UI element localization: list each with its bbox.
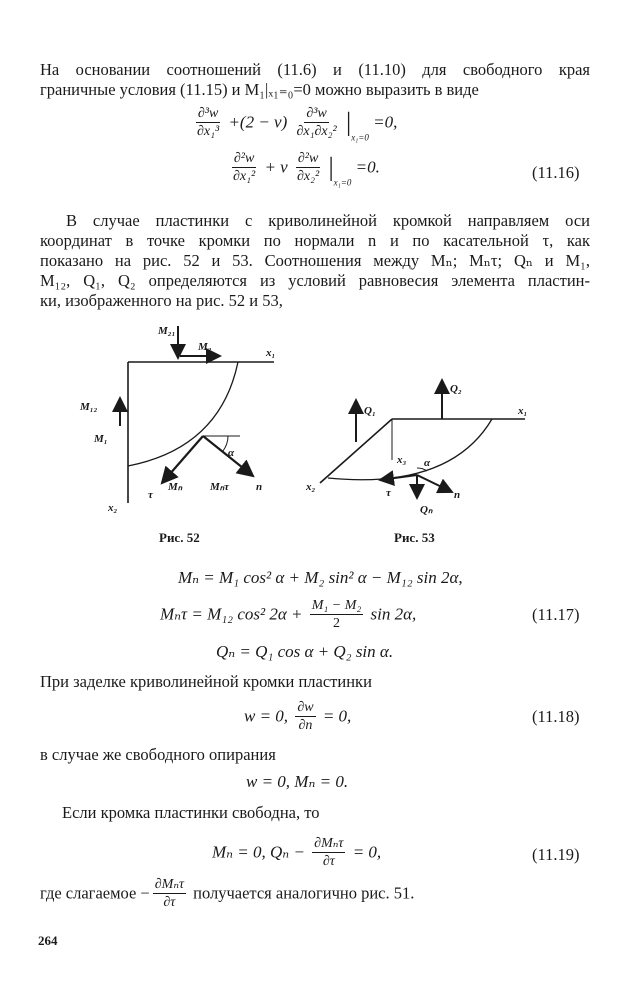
fig53-n-arrow (417, 475, 452, 492)
fig52-label-tau: τ (148, 489, 153, 501)
para1-line2: граничные условия (11.15) и M₁|ₓ₁₌₀=0 можно выразить в виде (40, 80, 479, 99)
equation-11-19: Mₙ = 0, Qₙ − $\frac{\text{∂Mₙτ}}{\partial\tau}$ = 0, (212, 836, 382, 869)
equation-number-11-18: (11.18) (532, 707, 580, 726)
text-clamped-edge: При заделке криволинейной кромки пластинки (40, 672, 372, 691)
fig53-label-x1: x₁ (518, 405, 528, 417)
para2-line2: координат в точке кромки по нормали n и по касательной τ, как (40, 231, 590, 250)
fig53-label-q1: Q₁ (364, 405, 376, 417)
para1-line1: На основании соотношений (11.6) и (11.10) для свободного края (40, 60, 590, 79)
final-line: где слагаемое − $\frac{\text{∂Mₙτ}}{\partial\tau}$ получается аналогично рис. 51. (40, 877, 415, 910)
fig53-label-x3: x₃ (397, 454, 407, 466)
fig53-label-q2: Q₂ (450, 383, 462, 395)
equation-11-17-row3: Qₙ = Q₁ cos α + Q₂ sin α. (216, 642, 394, 661)
fig52-label-m12: M₁₂ (80, 401, 98, 413)
figure-53-caption: Рис. 53 (394, 530, 435, 545)
equation-number-11-17: (11.17) (532, 605, 580, 624)
fig52-label-alpha: α (228, 447, 235, 459)
equation-simply-supported: w = 0, Mₙ = 0. (246, 772, 349, 791)
figure-52-caption: Рис. 52 (159, 530, 200, 545)
figure-53 (300, 370, 535, 520)
fig52-label-mn: Mₙ (168, 481, 183, 493)
equation-11-18: w = 0, $\frac{\partial w}{\partial n}$ = 0, (244, 700, 352, 733)
equation-11-16-row2: $\frac{\text{∂²w}}{\text{∂x₁²}}$ + ν $\frac{\text{∂²w}}{\text{∂x₂²}}$ $|_{x_1=0} =0$. (233, 151, 380, 188)
fig52-label-x1: x₁ (266, 347, 276, 359)
equation-11-16-row1: $\frac{\text{∂³w}}{\text{∂x₁³}}$ +(2 − ν) $\frac{\text{∂³w}}{\text{∂x₁∂x₂²}}$ $|_{x_1=0} =0$, (197, 106, 398, 143)
fig52-label-mnt: Mₙτ (210, 481, 230, 493)
fig53-label-x2: x₂ (306, 481, 316, 493)
equation-number-11-16: (11.16) (532, 163, 580, 182)
fig53-label-tau: τ (386, 487, 391, 499)
fig52-label-x2: x₂ (108, 502, 118, 514)
equation-11-17-row2: Mₙτ = M₁₂ cos² 2α + $\frac{\text{M₁ − M₂}}{2}$ sin 2α, (160, 598, 417, 631)
fig52-label-m21: M₂₁ (158, 325, 176, 337)
para2-line1: В случае пластинки с криволинейной кромкой направляем оси (66, 211, 590, 230)
fig53-curved-edge (328, 419, 492, 480)
text-free-edge: Если кромка пластинки свободна, то (62, 803, 320, 822)
fig53-label-n: n (454, 489, 461, 501)
fig52-label-m2: M₂ (198, 341, 212, 353)
equation-number-11-19: (11.19) (532, 845, 580, 864)
fig52-label-n: n (256, 481, 263, 493)
para2-line3: показано на рис. 52 и 53. Соотношения между Mₙ; Mₙτ; Qₙ и M₁, (40, 251, 590, 270)
para2-line5: ки, изображенного на рис. 52 и 53, (40, 291, 283, 310)
page-number: 264 (38, 933, 58, 948)
fig53-label-qn: Qₙ (420, 504, 433, 516)
fig53-tau-arrow (380, 475, 417, 480)
para2-line4: M₁₂, Q₁, Q₂ определяются из условий равновесия элемента пластин- (40, 271, 590, 290)
figure-52 (70, 318, 300, 523)
equation-11-17-row1: Mₙ = M₁ cos² α + M₂ sin² α − M₁₂ sin 2α, (178, 568, 463, 587)
text-simply-supported: в случае же свободного опирания (40, 745, 276, 764)
fig53-label-alpha: α (424, 457, 431, 469)
fig52-label-m1: M₁ (94, 433, 108, 445)
fig52-tau-arrow (162, 436, 203, 483)
